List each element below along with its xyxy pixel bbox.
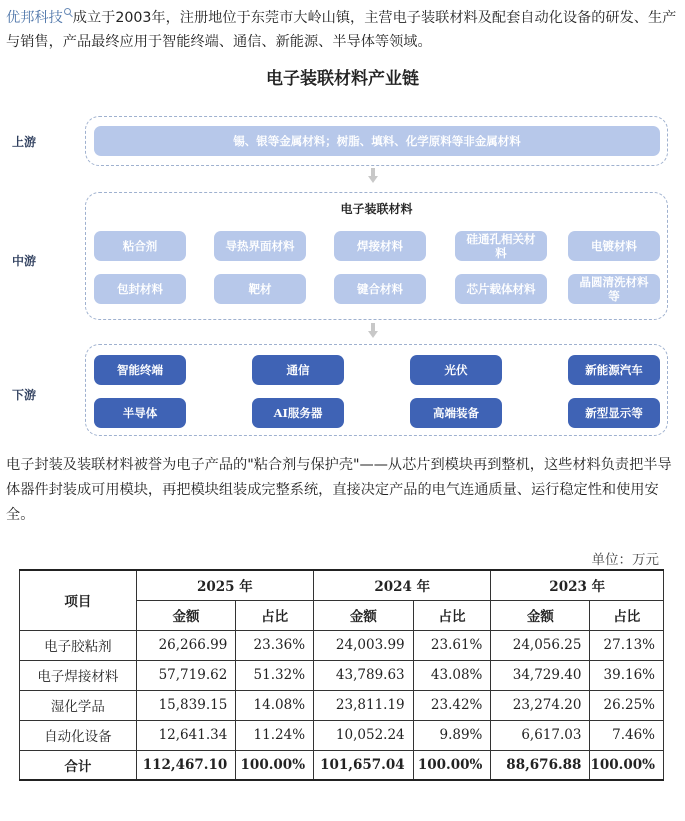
ratio-cell: 9.89% — [413, 720, 491, 750]
downstream-item: AI服务器 — [252, 398, 344, 428]
amount-cell: 34,729.40 — [491, 660, 590, 690]
amount-cell: 6,617.03 — [491, 720, 590, 750]
amount-cell: 23,274.20 — [491, 690, 590, 720]
midstream-label: 中游 — [12, 254, 37, 268]
down-arrow-icon — [368, 176, 378, 183]
ratio-cell: 26.25% — [590, 690, 664, 720]
down-arrow-icon — [368, 331, 378, 338]
unit-label: 单位：万元 — [591, 552, 659, 568]
ratio-cell: 23.61% — [413, 630, 491, 660]
downstream-label: 下游 — [12, 388, 37, 402]
row-name: 自动化设备 — [20, 720, 137, 750]
midstream-item: 芯片载体材料 — [455, 274, 547, 304]
ratio-cell: 11.24% — [236, 720, 314, 750]
amount-cell: 10,052.24 — [314, 720, 414, 750]
header-ratio: 占比 — [236, 600, 314, 630]
description-paragraph: 电子封装及装联材料被誉为电子产品的"粘合剂与保护壳"——从芯片到模块再到整机，这些材料负责把半导体器件封装成可用模块，再把模块组装成完整系统，直接决定产品的电气连通质量、运行稳定性和使用安全。 — [6, 457, 672, 523]
downstream-item: 光伏 — [410, 355, 502, 385]
table-row — [20, 630, 664, 660]
downstream-item: 智能终端 — [94, 355, 186, 385]
ratio-cell: 43.08% — [413, 660, 491, 690]
midstream-item: 粘合剂 — [94, 231, 186, 261]
downstream-item: 新能源汽车 — [568, 355, 660, 385]
table-row — [20, 660, 664, 690]
ratio-cell: 100.00% — [590, 750, 664, 780]
intro-text: 成立于2003年，注册地位于东莞市大岭山镇，主营电子装联材料及配套自动化设备的研发、生产与销售，产品最终应用于智能终端、通信、新能源、半导体等领域。 — [6, 10, 677, 50]
downstream-item: 新型显示等 — [568, 398, 660, 428]
ratio-cell: 14.08% — [236, 690, 314, 720]
ratio-cell: 23.36% — [236, 630, 314, 660]
upstream-content: 锡、银等金属材料；树脂、填料、化学原料等非金属材料 — [94, 126, 660, 156]
table-total-row — [20, 750, 664, 780]
ratio-cell: 100.00% — [236, 750, 314, 780]
header-year-2025: 2025 年 — [136, 570, 313, 600]
amount-cell: 23,811.19 — [314, 690, 414, 720]
downstream-item: 高端装备 — [410, 398, 502, 428]
header-amount: 金额 — [491, 600, 590, 630]
upstream-label: 上游 — [12, 135, 37, 149]
intro-paragraph — [6, 6, 678, 54]
row-name: 电子胶粘剂 — [20, 630, 137, 660]
ratio-cell: 39.16% — [590, 660, 664, 690]
row-name: 合计 — [20, 750, 137, 780]
arrow-stem-2 — [371, 323, 375, 331]
header-amount: 金额 — [136, 600, 236, 630]
downstream-item: 通信 — [252, 355, 344, 385]
amount-cell: 112,467.10 — [136, 750, 236, 780]
table-row — [20, 690, 664, 720]
midstream-title: 电子装联材料 — [340, 202, 413, 216]
table-row — [20, 720, 664, 750]
header-item: 项目 — [20, 570, 137, 630]
midstream-item: 键合材料 — [334, 274, 426, 304]
header-ratio: 占比 — [413, 600, 491, 630]
row-name: 电子焊接材料 — [20, 660, 137, 690]
amount-cell: 101,657.04 — [314, 750, 414, 780]
ratio-cell: 7.46% — [590, 720, 664, 750]
ratio-cell: 27.13% — [590, 630, 664, 660]
arrow-stem-1 — [371, 168, 375, 176]
ratio-cell: 100.00% — [413, 750, 491, 780]
midstream-item: 包封材料 — [94, 274, 186, 304]
diagram-title: 电子装联材料产业链 — [266, 69, 419, 89]
header-year-2024: 2024 年 — [314, 570, 491, 600]
ratio-cell: 23.42% — [413, 690, 491, 720]
amount-cell: 26,266.99 — [136, 630, 236, 660]
header-year-2023: 2023 年 — [491, 570, 664, 600]
amount-cell: 88,676.88 — [491, 750, 590, 780]
ratio-cell: 51.32% — [236, 660, 314, 690]
header-ratio: 占比 — [590, 600, 664, 630]
midstream-item: 焊接材料 — [334, 231, 426, 261]
amount-cell: 57,719.62 — [136, 660, 236, 690]
amount-cell: 15,839.15 — [136, 690, 236, 720]
midstream-item: 硅通孔相关材料 — [455, 231, 547, 261]
midstream-item: 晶圆清洗材料等 — [568, 274, 660, 304]
amount-cell: 24,056.25 — [491, 630, 590, 660]
midstream-item: 靶材 — [214, 274, 306, 304]
company-link[interactable]: 优邦科技 — [6, 10, 63, 26]
search-icon[interactable] — [64, 8, 71, 15]
downstream-item: 半导体 — [94, 398, 186, 428]
header-amount: 金额 — [314, 600, 414, 630]
midstream-item: 电镀材料 — [568, 231, 660, 261]
row-name: 湿化学品 — [20, 690, 137, 720]
amount-cell: 24,003.99 — [314, 630, 414, 660]
amount-cell: 12,641.34 — [136, 720, 236, 750]
amount-cell: 43,789.63 — [314, 660, 414, 690]
midstream-item: 导热界面材料 — [214, 231, 306, 261]
revenue-table — [19, 569, 664, 781]
